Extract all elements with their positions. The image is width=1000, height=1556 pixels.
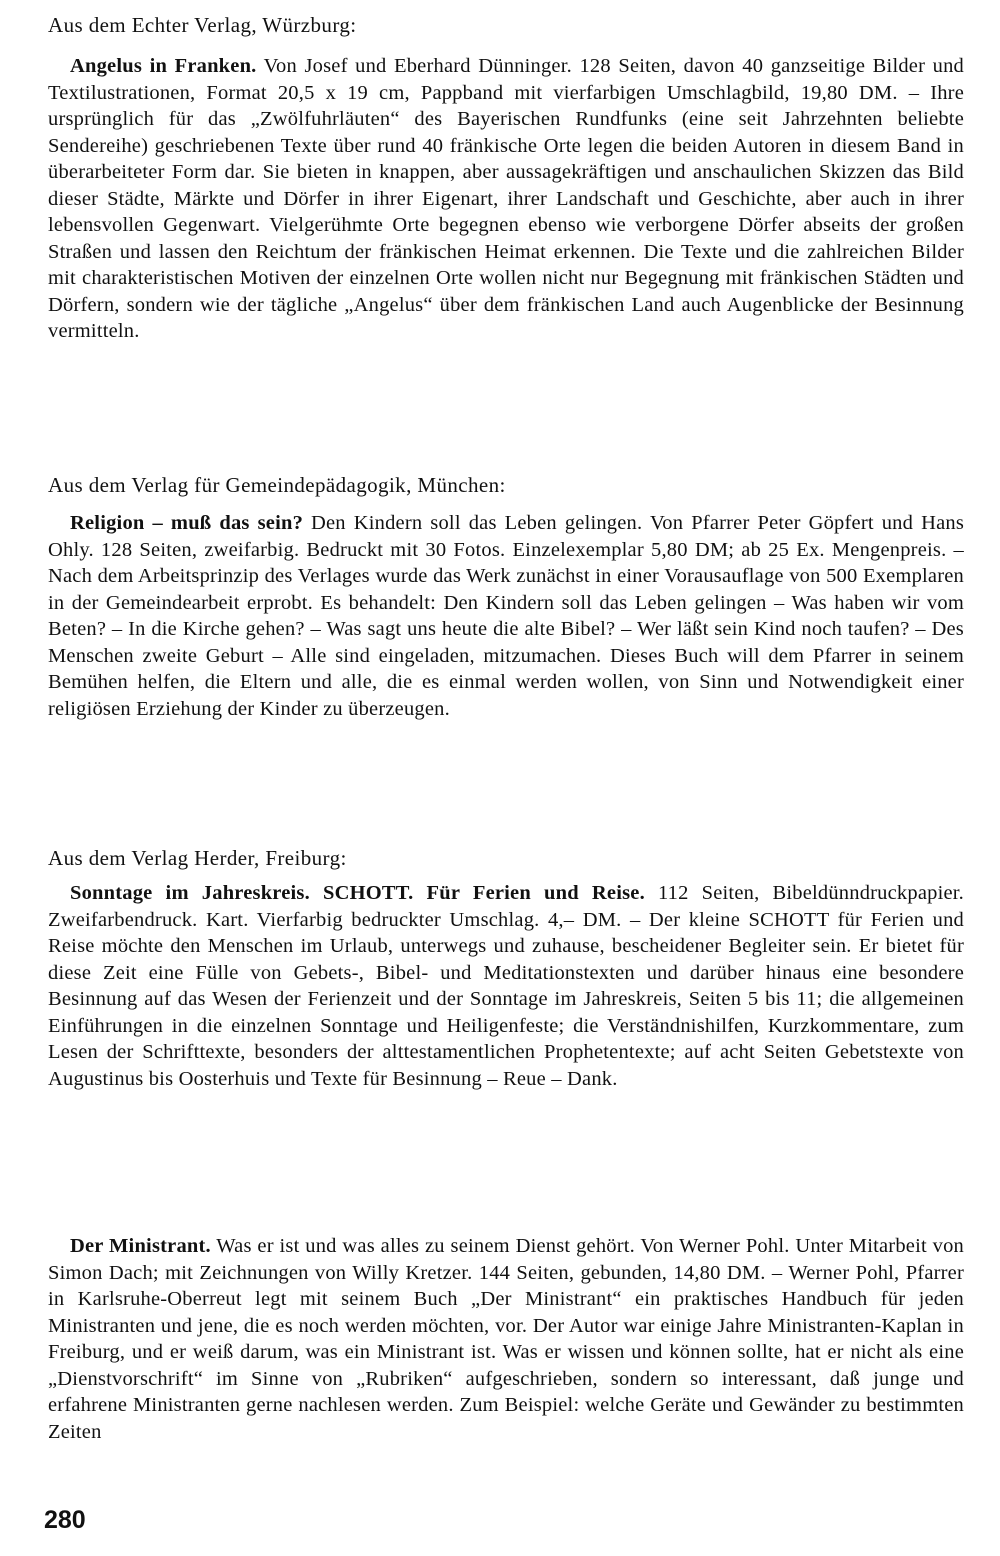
- page-number: 280: [44, 1506, 86, 1534]
- book-description-ministrant: Was er ist und was alles zu seinem Dienst gehört. Von Werner Pohl. Unter Mitarbeit von Simon Dach; mit Zeichnungen von Willy Kretzer. 144 Seiten, gebunden, 14,80 DM. – Werner Pohl, Pfarrer in Karlsruhe-Oberreut legt mit seinem Buch „Der Ministrant“ ein praktisches Handbuch für jeden Ministranten und jene, die es noch werden möchten, vor. Der Autor war einige Jahre Ministranten-Kaplan in Freiburg, und er weiß darum, was ein Ministrant ist. Was er wissen und können sollte, hat er nicht als eine „Dienstvorschrift“ im Sinne von „Rubriken“ aufgeschrieben, sondern so interessant, daß junge und erfahrene Ministranten gerne nachlesen werden. Zum Beispiel: welche Geräte und Gewänder zu bestimmten Zeiten: [48, 1235, 964, 1443]
- section-heading-echter: Aus dem Echter Verlag, Würzburg:: [48, 13, 357, 37]
- book-title-ministrant: Der Ministrant.: [70, 1235, 211, 1257]
- book-description-religion: Den Kindern soll das Leben gelingen. Von Pfarrer Peter Göpfert und Hans Ohly. 128 Seiten, zweifarbig. Bedruckt mit 30 Fotos. Einzelexemplar 5,80 DM; ab 25 Ex. Mengenpreis. – Nach dem Arbeitsprinzip des Verlages wurde das Werk zunächst in einer Vorausauflage von 500 Exemplaren in der Gemeindearbeit erprobt. Es behandelt: Den Kindern soll das Leben gelingen – Was haben wir vom Beten? – In die Kirche gehen? – Was sagt uns heute die alte Bibel? – Wer läßt sein Kind noch taufen? – Des Menschen zweite Geburt – Alle sind eingeladen, mitzumachen. Dieses Buch will dem Pfarrer in seinem Bemühen helfen, die Eltern und alle, die es einmal werden wollen, von Sinn und Notwendigkeit einer religiösen Erziehung der Kinder zu überzeugen.: [48, 512, 964, 720]
- book-entry-ministrant: [48, 1233, 964, 1493]
- book-entry-sonntage: [48, 880, 964, 1092]
- book-description-sonntage: 112 Seiten, Bibeldünndruckpapier. Zweifarbendruck. Kart. Vierfarbig bedruckter Umschlag. 4,– DM. – Der kleine SCHOTT für Ferien und Reise möchte den Menschen im Urlaub, unterwegs und zuhause, bescheidener Begleiter sein. Er bietet für diese Zeit eine Fülle von Gebets-, Bibel- und Meditationstexten und darüber hinaus eine besondere Besinnung auf das Wesen der Ferienzeit und der Sonntage im Jahreskreis, Seiten 5 bis 11; die allgemeinen Einführungen in die einzelnen Sonntage und Heiligenfeste; die Verständnishilfen, Kurzkommentare, zum Lesen der Schrifttexte, besonders der alttestamentlichen Prophetentexte; auf acht Seiten Gebetstexte von Augustinus bis Oosterhuis und Texte für Besinnung – Reue – Dank.: [48, 882, 964, 1090]
- book-title-angelus: Angelus in Franken.: [70, 55, 257, 77]
- section-heading-herder: Aus dem Verlag Herder, Freiburg:: [48, 846, 347, 870]
- section-heading-gemeindepaedagogik: Aus dem Verlag für Gemeindepädagogik, München:: [48, 473, 506, 497]
- book-description-angelus: Von Josef und Eberhard Dünninger. 128 Seiten, davon 40 ganzseitige Bilder und Textilustrationen, Format 20,5 x 19 cm, Pappband mit vierfarbigen Umschlagbild, 19,80 DM. – Ihre ursprünglich für das „Zwölfuhrläuten“ des Bayerischen Rundfunks (eine seit Jahrzehnten beliebte Sendereihe) geschriebenen Texte über rund 40 fränkische Orte legen die beiden Autoren in diesem Band in überarbeiteter Form dar. Sie bieten in knappen, aber aussagekräftigen und anschaulichen Skizzen das Bild dieser Städte, Märkte und Dörfer in ihrer Eigenart, ihrer Landschaft und Geschichte, aber auch in ihrer lebensvollen Gegenwart. Vielgerühmte Orte begegnen ebenso wie verborgene Dörfer abseits der großen Straßen und lassen den Reichtum der fränkischen Heimat erkennen. Die Texte und die zahlreichen Bilder mit charakteristischen Motiven der einzelnen Orte wollen nicht nur Begegnung mit fränkischen Städten und Dörfern, sondern wie der tägliche „Angelus“ über dem fränkischen Land auch Augenblicke der Besinnung vermitteln.: [48, 55, 964, 342]
- book-entry-religion: [48, 510, 964, 722]
- book-title-sonntage: Sonntage im Jahreskreis. SCHOTT. Für Ferien und Reise.: [70, 882, 645, 904]
- book-entry-angelus: [48, 53, 964, 345]
- book-title-religion: Religion – muß das sein?: [70, 512, 304, 534]
